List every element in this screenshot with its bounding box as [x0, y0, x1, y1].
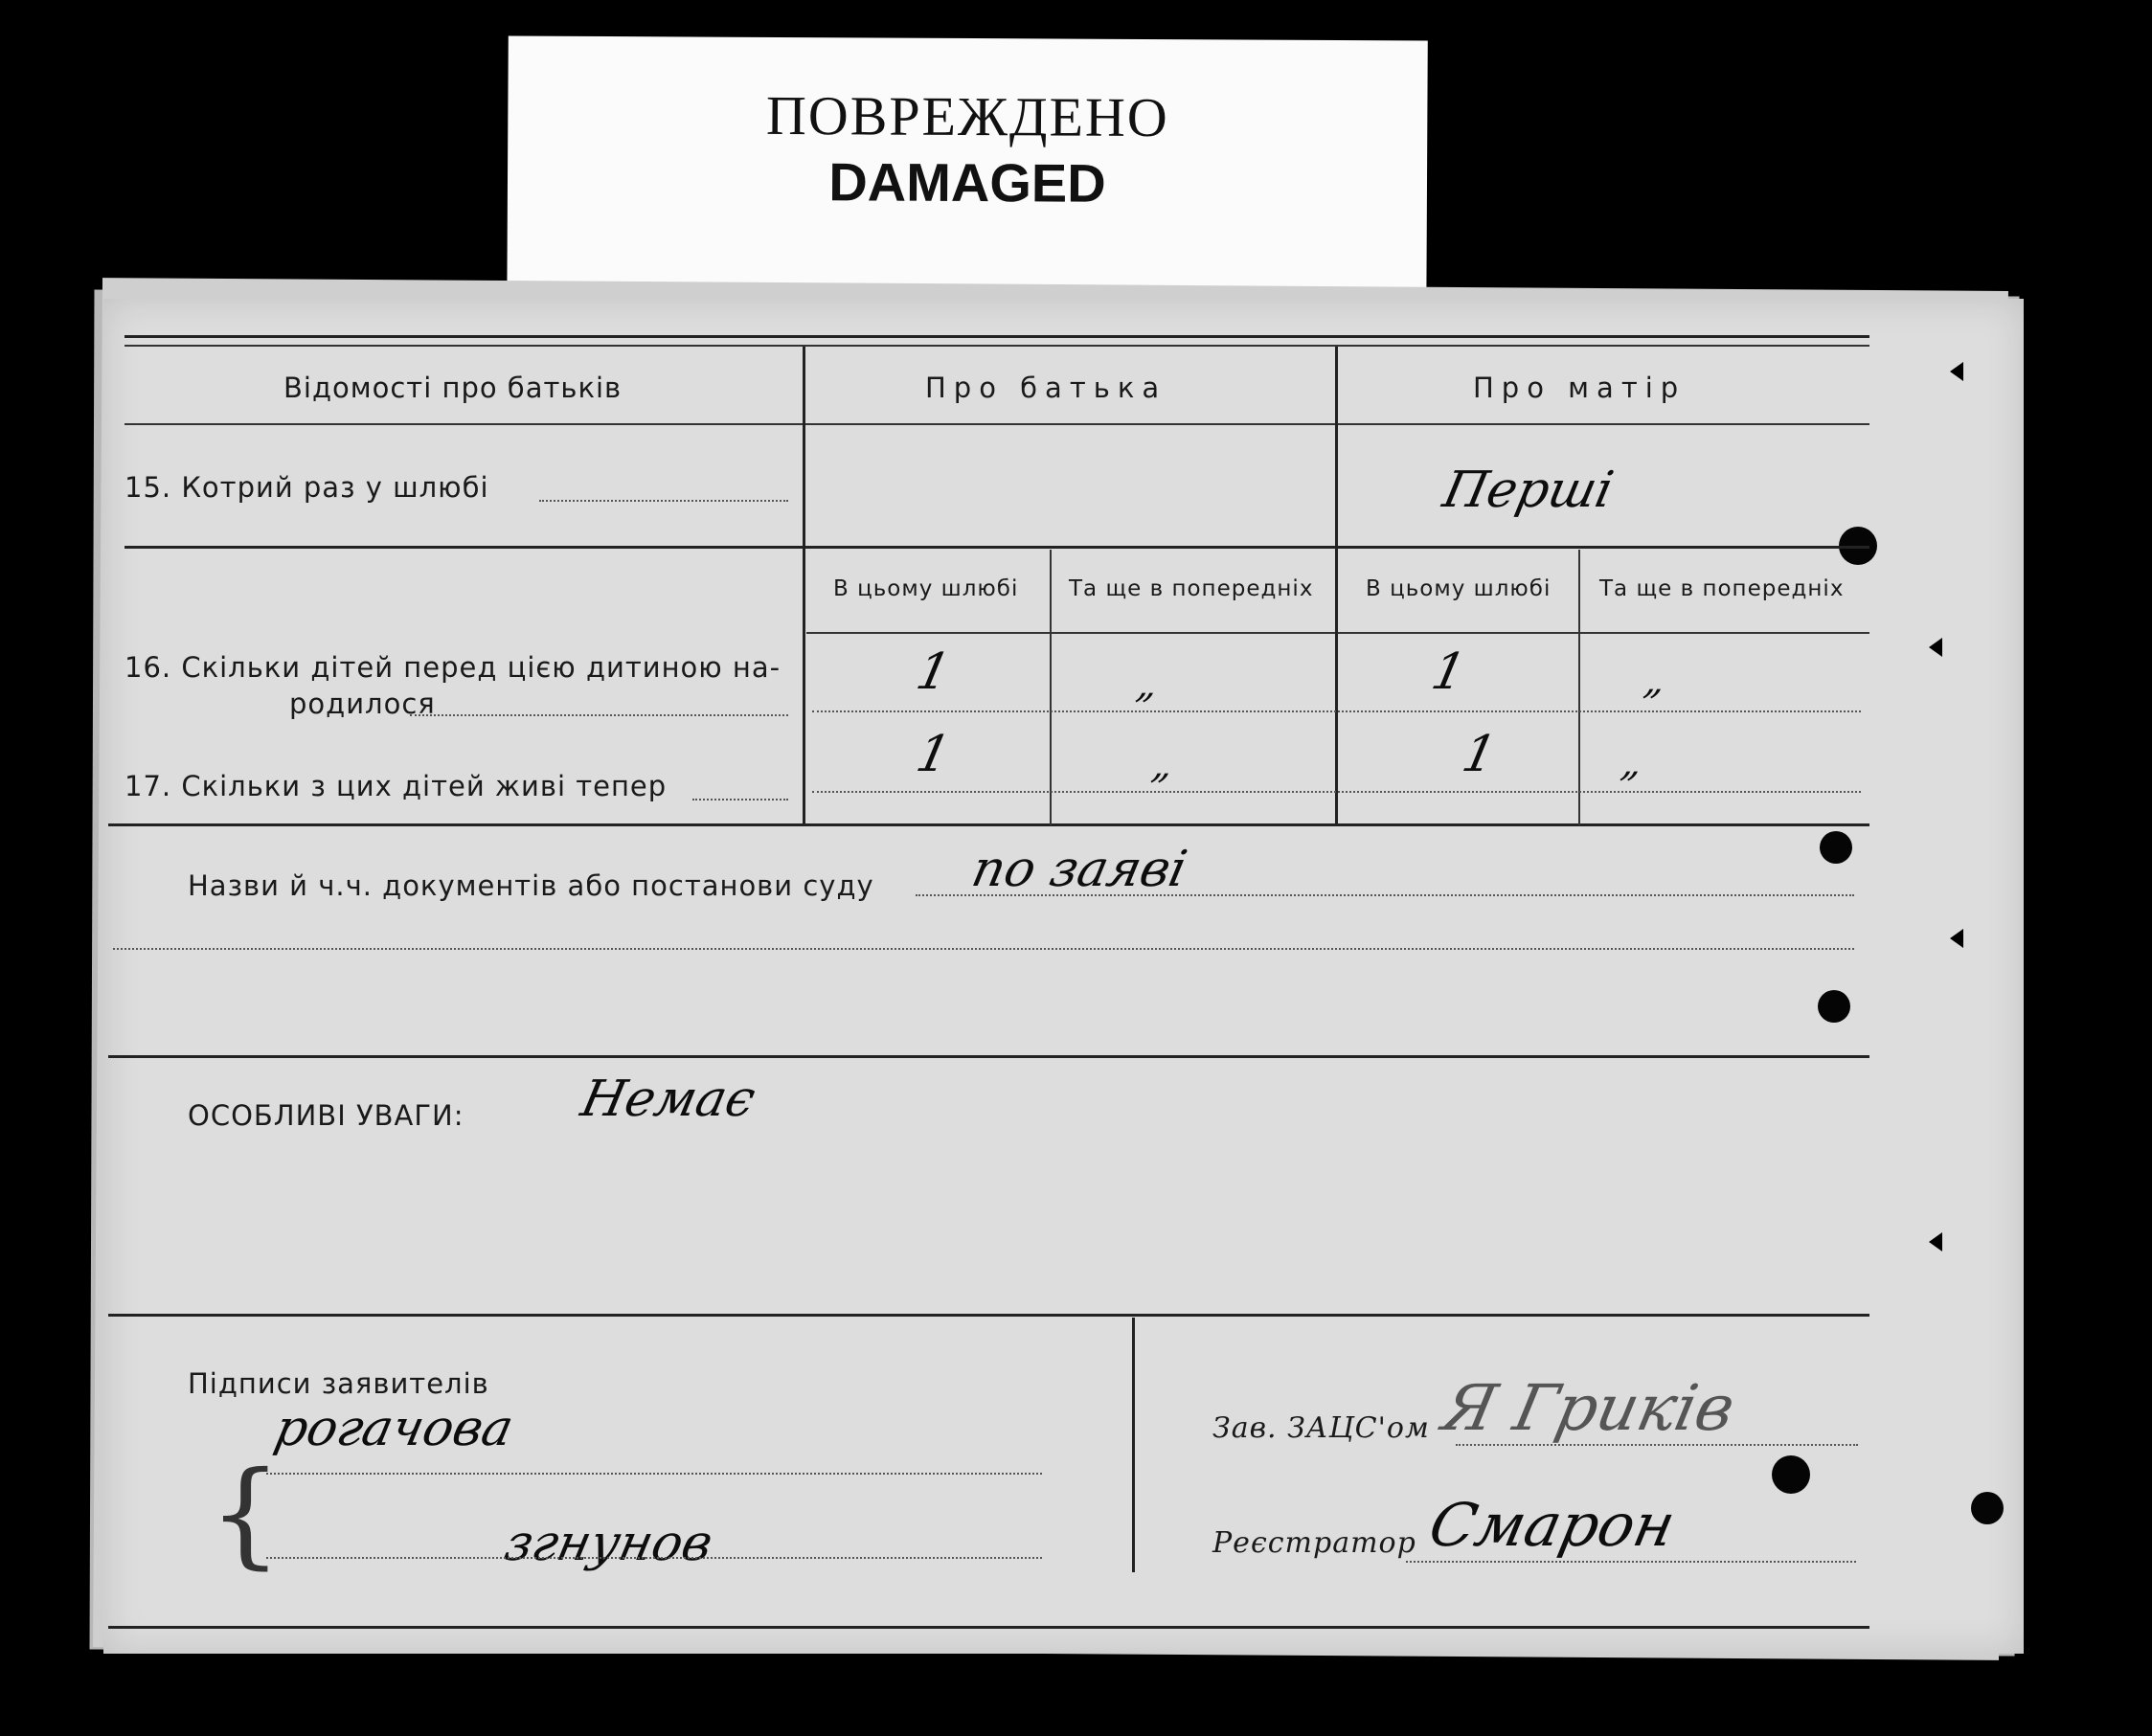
subheader-mother-previous: Та ще в попередніх	[1599, 576, 1845, 601]
rule	[125, 335, 1869, 338]
applicants-label: Підписи заявителів	[188, 1367, 489, 1400]
punch-hole	[1820, 831, 1852, 864]
leader-dots	[539, 500, 788, 502]
row16-label-line2: родилося	[289, 688, 436, 720]
subheader-father-previous: Та ще в попередніх	[1069, 576, 1314, 601]
rule	[803, 347, 805, 825]
documents-underline	[916, 894, 1854, 896]
row15-label: 15. Котрий раз у шлюбі	[125, 471, 489, 504]
punch-hole	[1772, 1455, 1810, 1494]
rule	[1335, 347, 1338, 825]
applicant2-signature: згнунов	[499, 1515, 718, 1572]
punch-hole	[1971, 1492, 2004, 1524]
page-tear	[1950, 362, 1963, 381]
header-father: Про батька	[925, 372, 1167, 404]
rule	[1578, 550, 1580, 825]
rule	[125, 423, 1869, 425]
rule	[108, 1626, 1869, 1629]
rule	[108, 1314, 1869, 1317]
row17-father-this: 1	[911, 726, 956, 783]
signature-line	[1456, 1444, 1858, 1446]
row17-mother-previous: „	[1618, 741, 1647, 785]
applicant1-signature: рогачова	[269, 1400, 519, 1457]
row17-label: 17. Скільки з цих дітей живі тепер	[125, 770, 668, 802]
documents-value: по заяві	[966, 841, 1192, 898]
notes-label: ОСОБЛИВІ УВАГИ:	[188, 1099, 464, 1132]
row16-label-line1: 16. Скільки дітей перед цією дитиною на-	[125, 651, 782, 684]
signature-line	[266, 1557, 1042, 1559]
documents-label: Назви й ч.ч. документів або постанови суду	[188, 869, 874, 902]
page-tear	[1929, 1232, 1942, 1251]
row16-father-previous: „	[1133, 663, 1163, 707]
rule	[125, 345, 1869, 347]
header-mother: Про матір	[1473, 372, 1687, 404]
documents-underline-2	[113, 948, 1854, 950]
row15-value: Перші	[1438, 462, 1619, 519]
row16-father-this: 1	[911, 643, 956, 701]
brace: {	[209, 1448, 283, 1581]
page-tear	[1950, 929, 1963, 948]
registrar-signature: Смарон	[1423, 1490, 1682, 1560]
notes-value: Немає	[576, 1071, 760, 1128]
head-label: Зав. ЗАЦС'ом	[1212, 1411, 1430, 1445]
registrar-label: Реєстратор	[1212, 1526, 1416, 1560]
rule	[1050, 550, 1052, 825]
page-tear	[1929, 638, 1942, 657]
damaged-label-ru: ПОВРЕЖДЕНО	[765, 83, 1169, 149]
rule	[806, 632, 1869, 634]
rule	[125, 546, 1869, 549]
row16-mother-previous: „	[1641, 659, 1670, 703]
head-signature: Я Гриків	[1436, 1371, 1741, 1445]
subheader-father-this: В цьому шлюбі	[833, 576, 1019, 601]
cell-underline	[812, 791, 1861, 793]
rule	[1132, 1318, 1135, 1572]
signature-line	[266, 1473, 1042, 1475]
row16-mother-this: 1	[1426, 643, 1471, 701]
leader-dots	[410, 714, 788, 716]
document-page	[103, 299, 2024, 1654]
signature-line	[1406, 1561, 1856, 1563]
header-parents-info: Відомості про батьків	[283, 372, 623, 404]
rule	[108, 1055, 1869, 1058]
rule	[108, 823, 1869, 826]
cell-underline	[812, 710, 1861, 712]
punch-hole	[1818, 990, 1850, 1023]
leader-dots	[692, 799, 788, 800]
row17-father-previous: „	[1148, 743, 1178, 787]
subheader-mother-this: В цьому шлюбі	[1366, 576, 1552, 601]
damaged-label-en: DAMAGED	[828, 151, 1106, 214]
row17-mother-this: 1	[1457, 726, 1502, 783]
